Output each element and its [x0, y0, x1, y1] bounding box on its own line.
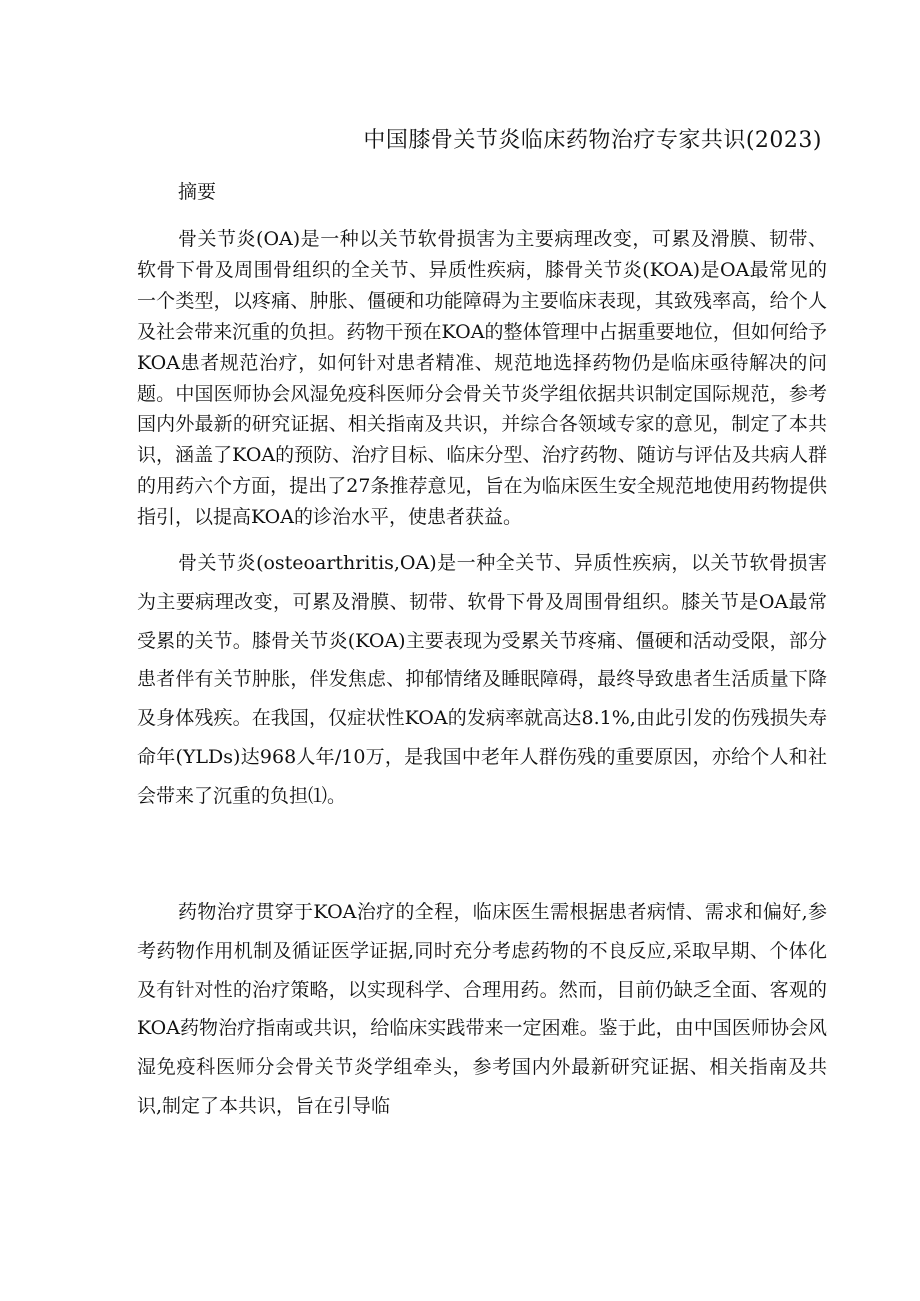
body-paragraph-1: 骨关节炎(osteoarthritis,OA)是一种全关节、异质性疾病，以关节软骨损害为主要病理改变，可累及滑膜、韧带、软骨下骨及周围骨组织。膝关节是OA最常受累的关节。膝骨关节炎(KOA)主要表现为受累关节疼痛、僵硬和活动受限，部分患者伴有关节肿胀，伴发焦虑、抑郁情绪及睡眠障碍，最终导致患者生活质量下降及身体残疾。在我国，仅症状性KOA的发病率就高达8.1%,由此引发的伤残损失寿命年(YLDs)达968人年/10万，是我国中老年人群伤残的重要原因，亦给个人和社会带来了沉重的负担⑴。 — [137, 552, 827, 807]
abstract-paragraph: 骨关节炎(OA)是一种以关节软骨损害为主要病理改变，可累及滑膜、韧带、软骨下骨及周围骨组织的全关节、异质性疾病，膝骨关节炎(KOA)是OA最常见的一个类型，以疼痛、肿胀、僵硬和功能障碍为主要临床表现，其致残率高，给个人及社会带来沉重的负担。药物干预在KOA的整体管理中占据重要地位，但如何给予KOA患者规范治疗，如何针对患者精准、规范地选择药物仍是临床亟待解决的问题。中国医师协会风湿免疫科医师分会骨关节炎学组依据共识制定国际规范，参考国内外最新的研究证据、相关指南及共识，并综合各领域专家的意见，制定了本共识，涵盖了KOA的预防、治疗目标、临床分型、治疗药物、随访与评估及共病人群的用药六个方面，提出了27条推荐意见，旨在为临床医生安全规范地使用药物提供指引，以提高KOA的诊治水平，使患者获益。 — [137, 228, 827, 529]
abstract-heading: 摘要 — [178, 181, 217, 203]
body-paragraph-2: 药物治疗贯穿于KOA治疗的全程，临床医生需根据患者病情、需求和偏好,参考药物作用机制及循证医学证据,同时充分考虑药物的不良反应,采取早期、个体化及有针对性的治疗策略，以实现科学、合理用药。然而，目前仍缺乏全面、客观的KOA药物治疗指南或共识，给临床实践带来一定困难。鉴于此，由中国医师协会风湿免疫科医师分会骨关节炎学组牵头，参考国内外最新研究证据、相关指南及共识,制定了本共识，旨在引导临 — [137, 901, 827, 1117]
document-title: 中国膝骨关节炎临床药物治疗专家共识(2023) — [363, 128, 822, 153]
